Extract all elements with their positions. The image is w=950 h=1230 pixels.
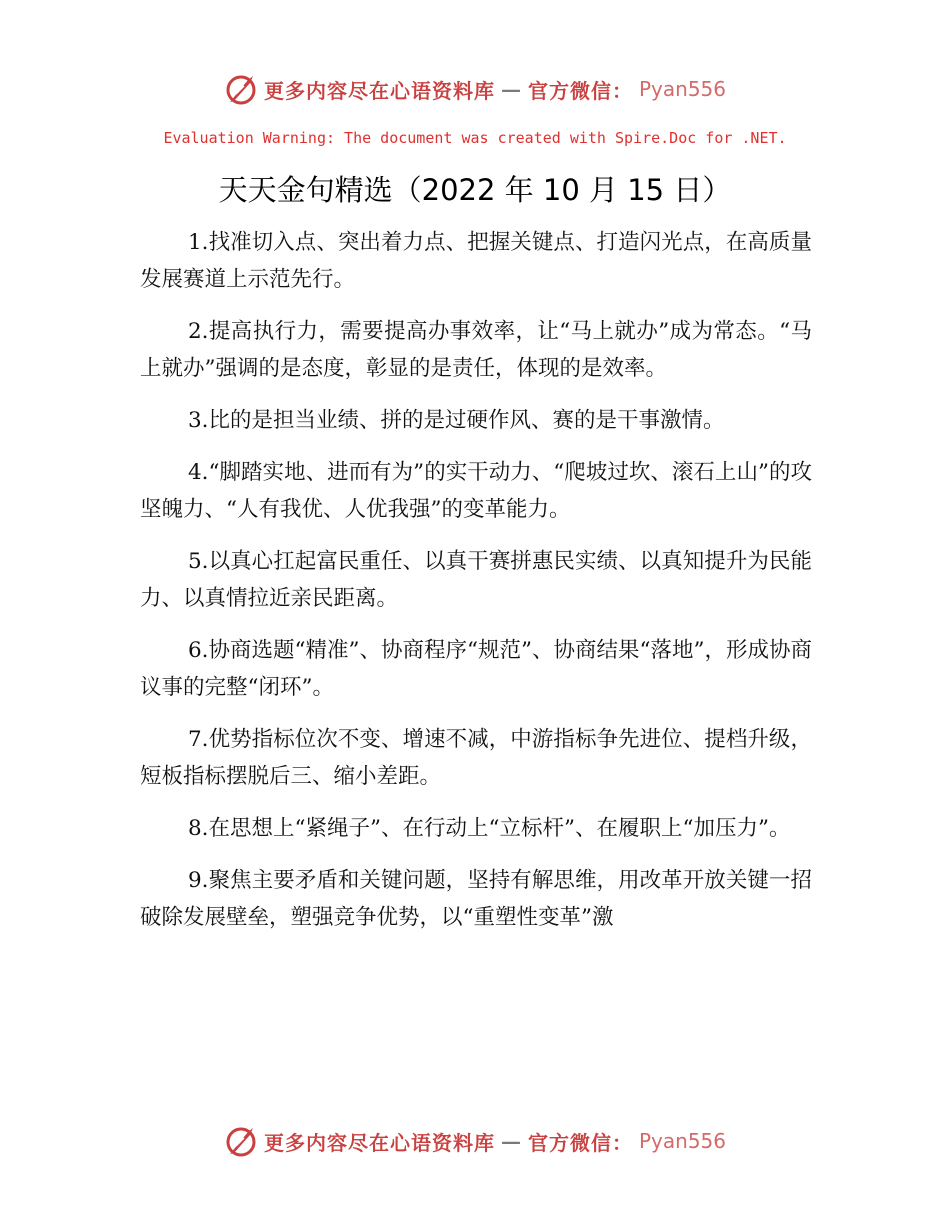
document-title: 天天金句精选（2022 年 10 月 15 日） bbox=[218, 173, 732, 207]
paragraph-1: 1.找准切入点、突出着力点、把握关键点、打造闪光点，在高质量发展赛道上示范先行。 bbox=[140, 230, 812, 292]
watermark-id: Pyan556 bbox=[638, 1129, 726, 1153]
watermark-label: 官方微信： bbox=[527, 78, 633, 103]
watermark-id: Pyan556 bbox=[638, 77, 726, 101]
paragraph-9: 9.聚焦主要矛盾和关键问题，坚持有解思维，用改革开放关键一招破除发展壁垒，塑强竞争优势，以“重塑性变革”激 bbox=[140, 868, 812, 930]
quill-pen-logo-icon bbox=[224, 1124, 258, 1158]
paragraph-3: 3.比的是担当业绩、拼的是过硬作风、赛的是干事激情。 bbox=[188, 408, 725, 433]
header-watermark bbox=[0, 72, 950, 106]
paragraph-7: 7.优势指标位次不变、增速不减，中游指标争先进位、提档升级，短板指标摆脱后三、缩小差距。 bbox=[140, 727, 812, 789]
watermark-dash: — bbox=[500, 1129, 522, 1153]
document-body bbox=[140, 224, 812, 951]
paragraph-8: 8.在思想上“紧绳子”、在行动上“立标杆”、在履职上“加压力”。 bbox=[188, 816, 791, 841]
watermark-main-text: 更多内容尽在心语资料库 bbox=[263, 1130, 495, 1155]
quill-pen-logo-icon bbox=[224, 72, 258, 106]
footer-watermark bbox=[0, 1124, 950, 1158]
paragraph-2: 2.提高执行力，需要提高办事效率，让“马上就办”成为常态。“马上就办”强调的是态度，彰显的是责任，体现的是效率。 bbox=[140, 319, 812, 381]
watermark-main-text: 更多内容尽在心语资料库 bbox=[263, 78, 495, 103]
evaluation-warning: Evaluation Warning: The document was created with Spire.Doc for .NET. bbox=[163, 129, 787, 147]
watermark-label: 官方微信： bbox=[527, 1130, 633, 1155]
paragraph-6: 6.协商选题“精准”、协商程序“规范”、协商结果“落地”，形成协商议事的完整“闭环”。 bbox=[140, 638, 812, 700]
watermark-dash: — bbox=[500, 77, 522, 101]
paragraph-4: 4.“脚踏实地、进而有为”的实干动力、“爬坡过坎、滚石上山”的攻坚魄力、“人有我优、人优我强”的变革能力。 bbox=[140, 460, 812, 522]
paragraph-5: 5.以真心扛起富民重任、以真干赛拼惠民实绩、以真知提升为民能力、以真情拉近亲民距离。 bbox=[140, 549, 812, 611]
